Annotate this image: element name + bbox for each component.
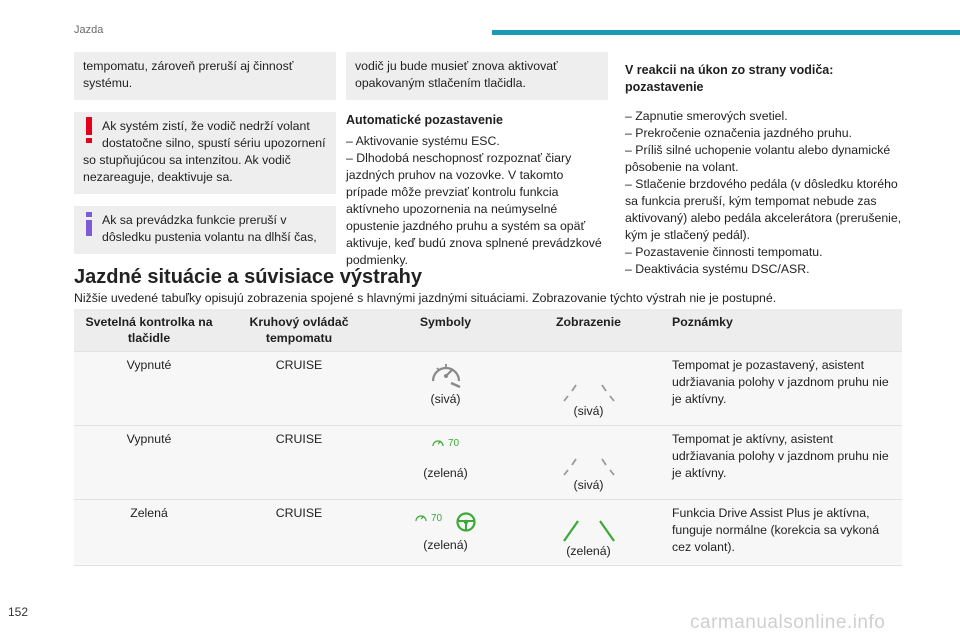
column-header: Symboly	[374, 309, 517, 352]
info-text-line2: dôsledku pustenia volantu na dlhší čas,	[102, 230, 317, 244]
info-icon	[86, 212, 92, 236]
column-header: Kruhový ovládač tempomatu	[224, 309, 374, 352]
symbol-caption: (zelená)	[423, 538, 468, 552]
list-item: – Príliš silné uchopenie volantu alebo dynamické pôsobenie na volant.	[625, 143, 891, 174]
cell-symbol	[374, 426, 517, 500]
cell-notes: Funkcia Drive Assist Plus je aktívna, funguje normálne (korekcia sa vykoná cez volant).	[660, 500, 902, 566]
warning-text-line2: dostatočne silno, spustí sériu upozornení	[102, 136, 326, 150]
symbol-caption: (sivá)	[430, 392, 461, 406]
auto-pause-heading: Automatické pozastavenie	[346, 113, 503, 127]
cell-control: CRUISE	[224, 500, 374, 566]
cell-control: CRUISE	[224, 426, 374, 500]
steering-wheel-green-icon	[456, 512, 476, 532]
warning-box	[74, 112, 336, 194]
cell-light: Zelená	[74, 500, 224, 566]
section-title: Jazdné situácie a súvisiace výstrahy	[74, 266, 422, 288]
column-header: Poznámky	[660, 309, 902, 352]
cell-light: Vypnuté	[74, 426, 224, 500]
list-item: – Zapnutie smerových svetiel.	[625, 109, 788, 123]
column-left	[74, 52, 336, 266]
cruise-control-green-icon	[415, 513, 427, 523]
speed-value: 70	[447, 437, 460, 449]
list-item: – Aktivovanie systému ESC.	[346, 134, 500, 148]
cell-display	[517, 426, 660, 500]
situations-table	[74, 309, 902, 566]
auto-pause-list	[346, 133, 608, 269]
cell-control: CRUISE	[224, 352, 374, 426]
column-right	[625, 62, 905, 278]
speed-value: 70	[430, 512, 443, 524]
info-text-line1: Ak sa prevádzka funkcie preruší v	[102, 213, 287, 227]
column-header: Zobrazenie	[517, 309, 660, 352]
lane-lines-green-icon	[554, 517, 624, 543]
list-item: – Dlhodobá neschopnosť rozpoznať čiary jazdných pruhov na vozovke. V takomto prípade môže prevziať kontrolu funkcia aktívneho upozornenia na neúmyselné opustenie jazdného pruhu a systém sa opäť aktivuje, keď budú znova splnené prevádzkové podmienky.	[346, 151, 602, 267]
exclamation-warning-icon	[86, 117, 92, 143]
cell-symbol	[374, 500, 517, 566]
header-title: Jazda	[74, 24, 104, 36]
table-row	[74, 500, 902, 566]
driver-pause-heading: V reakcii na úkon zo strany vodiča: pozastavenie	[625, 63, 834, 94]
display-caption: (sivá)	[573, 404, 604, 418]
symbol-caption: (zelená)	[423, 466, 468, 480]
speed-indicator	[432, 435, 459, 452]
info-box	[74, 206, 336, 254]
display-caption: (zelená)	[566, 544, 611, 558]
continuation-box	[346, 52, 608, 100]
section-intro: Nižšie uvedené tabuľky opisujú zobrazenia spojené s hlavnými jazdnými situáciami. Zobrazovanie týchto výstrah nie je postupné.	[74, 291, 777, 305]
driver-pause-list	[625, 108, 905, 278]
column-header: Svetelná kontrolka na tlačidle	[74, 309, 224, 352]
column-middle	[346, 52, 608, 269]
speed-indicator	[415, 510, 442, 527]
table-row	[74, 426, 902, 500]
table-row	[74, 352, 902, 426]
lane-lines-grey-icon	[554, 379, 624, 403]
page-number: 152	[8, 605, 29, 619]
cell-notes: Tempomat je aktívny, asistent udržiavania polohy v jazdnom pruhu nie je aktívny.	[660, 426, 902, 500]
cruise-control-green-icon	[432, 438, 444, 448]
list-item: – Pozastavenie činnosti tempomatu.	[625, 245, 823, 259]
display-caption: (sivá)	[573, 478, 604, 492]
warning-text-line1: Ak systém zistí, že vodič nedrží volant	[102, 119, 310, 133]
list-item: – Deaktivácia systému DSC/ASR.	[625, 262, 810, 276]
cruise-control-grey-icon	[429, 359, 463, 389]
cell-display	[517, 352, 660, 426]
cell-light: Vypnuté	[74, 352, 224, 426]
note-box	[74, 52, 336, 100]
note-text: tempomatu, zároveň preruší aj činnosť systému.	[83, 59, 294, 90]
list-item: – Prekročenie označenia jazdného pruhu.	[625, 126, 852, 140]
cell-display	[517, 500, 660, 566]
header-accent-bar	[492, 30, 960, 35]
warning-text-rest: so stupňujúcou sa intenzitou. Ak vodič nezareaguje, deaktivuje sa.	[83, 153, 291, 184]
list-item: – Stlačenie brzdového pedála (v dôsledku ktorého sa funkcia preruší, kým tempomat nebude zas aktivovaný) alebo pedála akcelerátora (prerušenie, kým je stlačený pedál).	[625, 177, 902, 242]
watermark: carmanualsonline.info	[690, 612, 886, 633]
lane-lines-grey-icon	[554, 453, 624, 477]
table-header-row	[74, 309, 902, 352]
continuation-text: vodič ju bude musieť znova aktivovať opakovaným stlačením tlačidla.	[355, 59, 558, 90]
cell-notes: Tempomat je pozastavený, asistent udržiavania polohy v jazdnom pruhu nie je aktívny.	[660, 352, 902, 426]
cell-symbol	[374, 352, 517, 426]
